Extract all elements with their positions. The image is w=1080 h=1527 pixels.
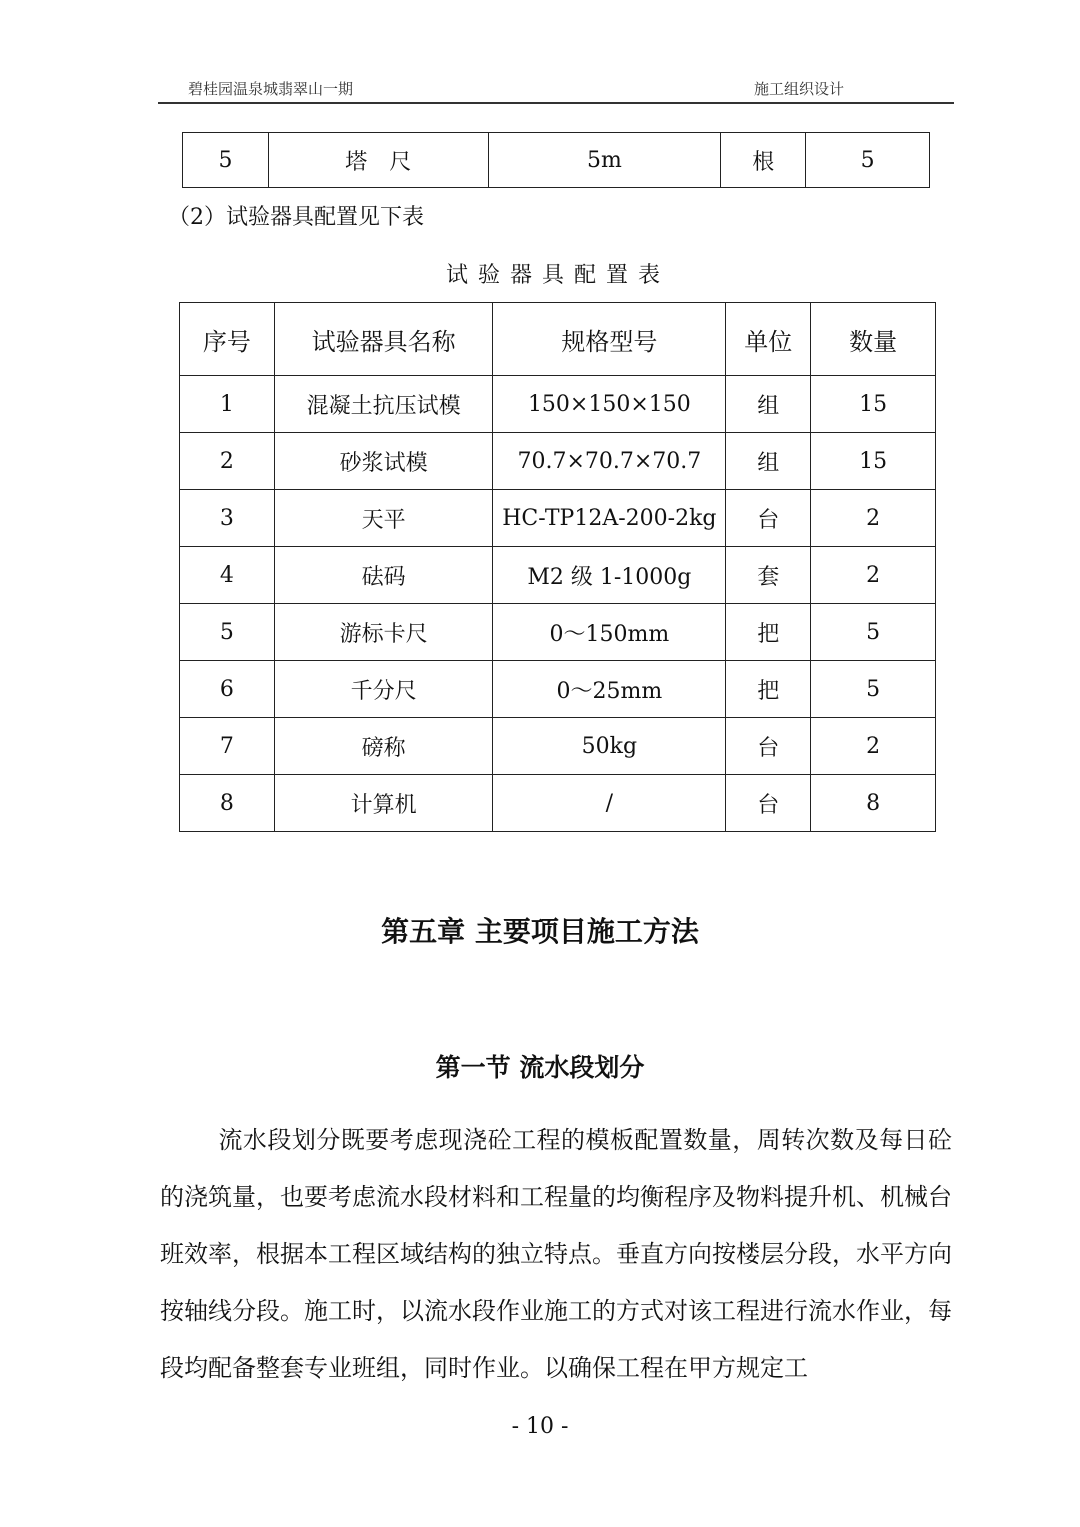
header-document-type: 施工组织设计 [754, 80, 845, 98]
page-header [158, 76, 954, 104]
table-cell: 70.7×70.7×70.7 [493, 433, 726, 490]
table-cell: 15 [811, 433, 936, 490]
table-cell: 3 [180, 490, 275, 547]
table-row [180, 547, 936, 604]
table-cell: 台 [726, 718, 811, 775]
table-cell: 磅称 [274, 718, 493, 775]
table-cell: 千分尺 [274, 661, 493, 718]
table-row [183, 133, 930, 188]
table-cell: 5 [811, 661, 936, 718]
table-cell: 组 [726, 376, 811, 433]
column-header: 序号 [180, 303, 275, 376]
table-header-row [180, 303, 936, 376]
chapter-title: 第五章 主要项目施工方法 [381, 915, 699, 948]
table-cell: 4 [180, 547, 275, 604]
header-project-name: 碧桂园温泉城翡翠山一期 [188, 80, 354, 98]
table-cell: 8 [811, 775, 936, 832]
column-header: 数量 [811, 303, 936, 376]
table-cell: 计算机 [274, 775, 493, 832]
table-row [180, 490, 936, 547]
table-cell: 15 [811, 376, 936, 433]
table-cell: 5m [488, 133, 721, 188]
column-header: 规格型号 [493, 303, 726, 376]
table-cell: HC-TP12A-200-2kg [493, 490, 726, 547]
table-cell: 套 [726, 547, 811, 604]
table-cell: 7 [180, 718, 275, 775]
table-cell: 5 [806, 133, 930, 188]
table-cell: 0～150mm [493, 604, 726, 661]
table-title: 试验器具配置表 [445, 263, 670, 288]
table-cell: 混凝土抗压试模 [274, 376, 493, 433]
subheading: （2）试验器具配置见下表 [168, 205, 424, 230]
table-cell: 台 [726, 490, 811, 547]
table-cell: 塔 尺 [268, 133, 488, 188]
table-cell: 组 [726, 433, 811, 490]
column-header: 试验器具名称 [274, 303, 493, 376]
table-cell: 1 [180, 376, 275, 433]
table-cell: 6 [180, 661, 275, 718]
test-equipment-table [179, 302, 936, 832]
table-cell: 5 [811, 604, 936, 661]
table-row [180, 604, 936, 661]
paragraph-text: 流水段划分既要考虑现浇砼工程的模板配置数量，周转次数及每日砼的浇筑量，也要考虑流水段材料和工程量的均衡程序及物料提升机、机械台班效率，根据本工程区域结构的独立特点。垂直方向按楼层分段，水平方向按轴线分段。施工时，以流水段作业施工的方式对该工程进行流水作业，每段均配备整套专业班组，同时作业。以确保工程在甲方规定工 [160, 1126, 952, 1382]
table-cell: 砝码 [274, 547, 493, 604]
table-cell: 5 [180, 604, 275, 661]
table-row [180, 718, 936, 775]
table-cell: 台 [726, 775, 811, 832]
table-cell: 天平 [274, 490, 493, 547]
body-paragraph [160, 1112, 952, 1397]
table-cell: 0～25mm [493, 661, 726, 718]
table-cell: 游标卡尺 [274, 604, 493, 661]
table-cell: 2 [811, 547, 936, 604]
column-header: 单位 [726, 303, 811, 376]
table-cell: 8 [180, 775, 275, 832]
table-cell: M2 级 1-1000g [493, 547, 726, 604]
equipment-table-continued [182, 132, 930, 188]
table-cell: 2 [180, 433, 275, 490]
section-title: 第一节 流水段划分 [435, 1053, 645, 1082]
table-cell: 把 [726, 604, 811, 661]
table-row [180, 433, 936, 490]
table-cell: 5 [183, 133, 269, 188]
table-cell: 50kg [493, 718, 726, 775]
table-cell: 根 [721, 133, 806, 188]
table-cell: / [493, 775, 726, 832]
table-row [180, 661, 936, 718]
table-row [180, 775, 936, 832]
table-cell: 把 [726, 661, 811, 718]
table-cell: 2 [811, 490, 936, 547]
table-cell: 150×150×150 [493, 376, 726, 433]
table-cell: 砂浆试模 [274, 433, 493, 490]
table-cell: 2 [811, 718, 936, 775]
table-row [180, 376, 936, 433]
page-number: - 10 - [511, 1414, 569, 1439]
